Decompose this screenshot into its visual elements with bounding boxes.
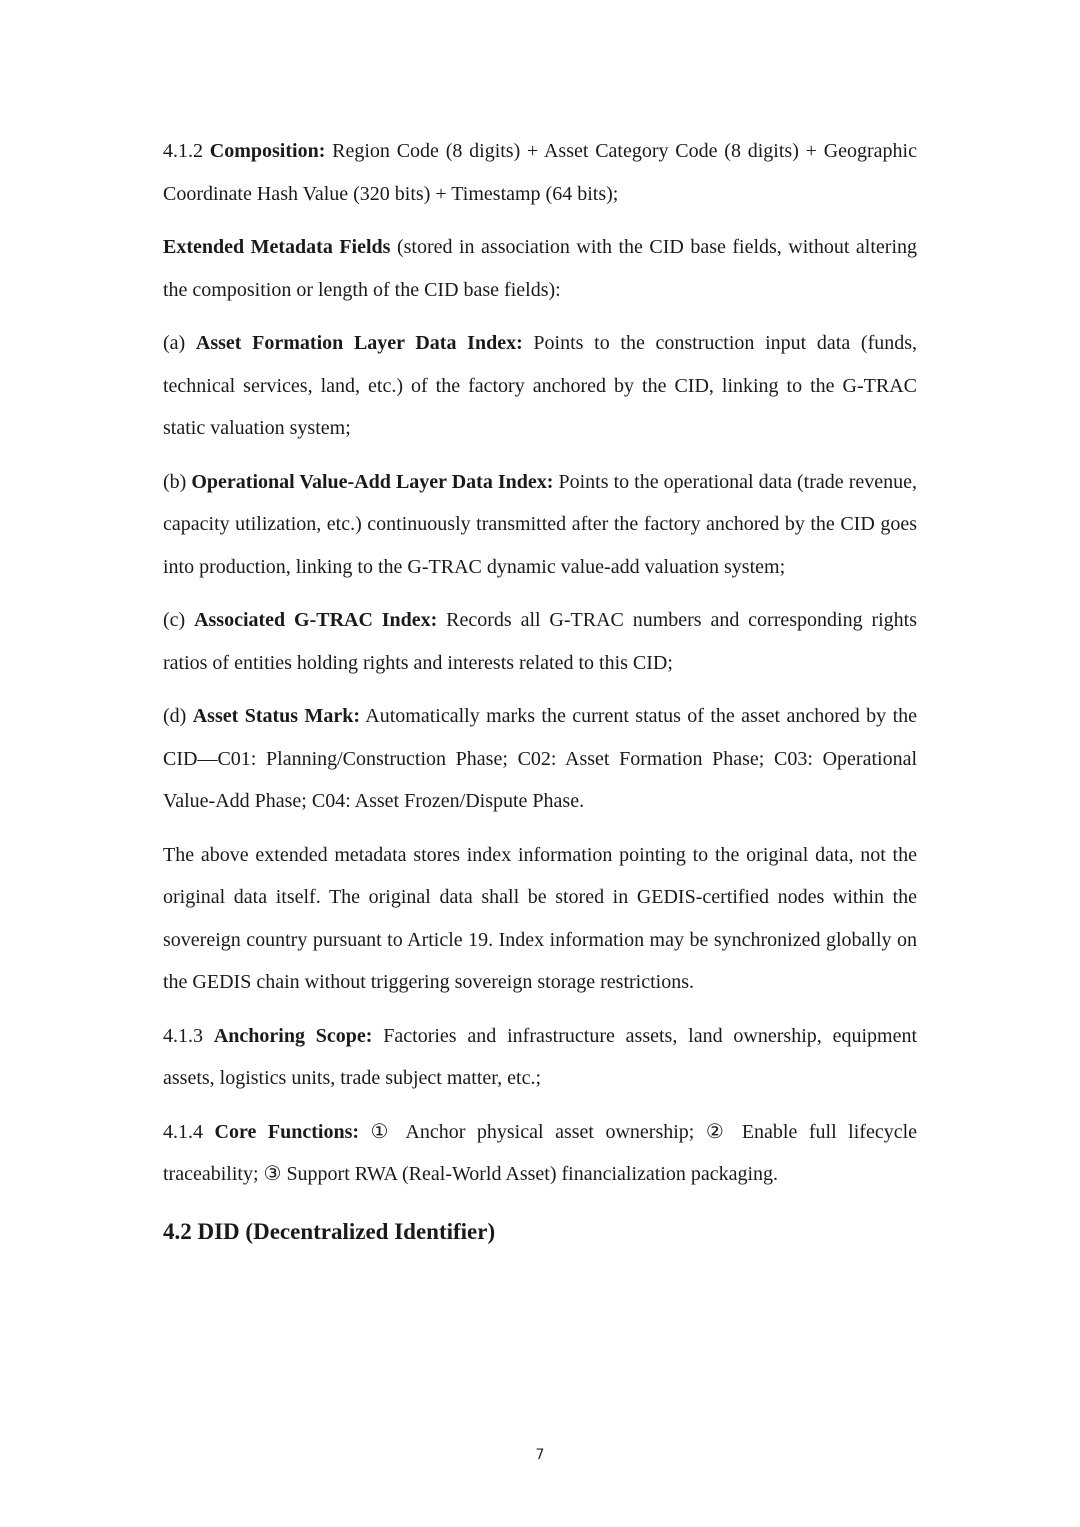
- paragraph-core-functions: 4.1.4 Core Functions: ① Anchor physical asset ownership; ② Enable full lifecycle traceability; ③ Support RWA (Real-World Asset) financialization packaging.: [163, 1120, 918, 1185]
- paragraph-composition: 4.1.2 Composition: Region Code (8 digits) + Asset Category Code (8 digits) + Geographic Coordinate Hash Value (320 bits) + Timestamp (64 bits);: [163, 140, 917, 205]
- page-number: 7: [535, 1447, 545, 1463]
- paragraph-operational-value-add-layer: (b) Operational Value-Add Layer Data Index: Points to the operational data (trade revenue, capacity utilization, etc.) continuously transmitted after the factory anchored by the CID goes into production, linking to the G-TRAC dynamic value-add valuation system;: [163, 470, 917, 578]
- paragraph-anchoring-scope: 4.1.3 Anchoring Scope: Factories and infrastructure assets, land ownership, equipment assets, logistics units, trade subject matter, etc.;: [163, 1024, 917, 1089]
- paragraph-asset-formation-layer: (a) Asset Formation Layer Data Index: Points to the construction input data (funds, technical services, land, etc.) of the factory anchored by the CID, linking to the G-TRAC static valuation system;: [163, 332, 918, 439]
- document-body: [163, 130, 917, 1248]
- paragraph-asset-status-mark: (d) Asset Status Mark: Automatically marks the current status of the asset anchored by the CID—C01: Planning/Construction Phase; C02: Asset Formation Phase; C03: Operational Value-Add Phase; C04: Asset Frozen/Dispute Phase.: [163, 705, 917, 812]
- paragraph-extended-metadata-fields: Extended Metadata Fields (stored in association with the CID base fields, without altering the composition or length of the CID base fields):: [163, 236, 917, 301]
- paragraph-metadata-storage-note: The above extended metadata stores index information pointing to the original data, not the original data itself. The original data shall be stored in GEDIS-certified nodes within the sovereign country pursuant to Article 19. Index information may be synchronized globally on the GEDIS chain without triggering sovereign storage restrictions.: [163, 843, 917, 993]
- section-heading: 4.2 DID (Decentralized Identifier): [163, 1218, 496, 1244]
- paragraph-associated-gtrac-index: (c) Associated G-TRAC Index: Records all G-TRAC numbers and corresponding rights ratios of entities holding rights and interests related to this CID;: [163, 609, 917, 674]
